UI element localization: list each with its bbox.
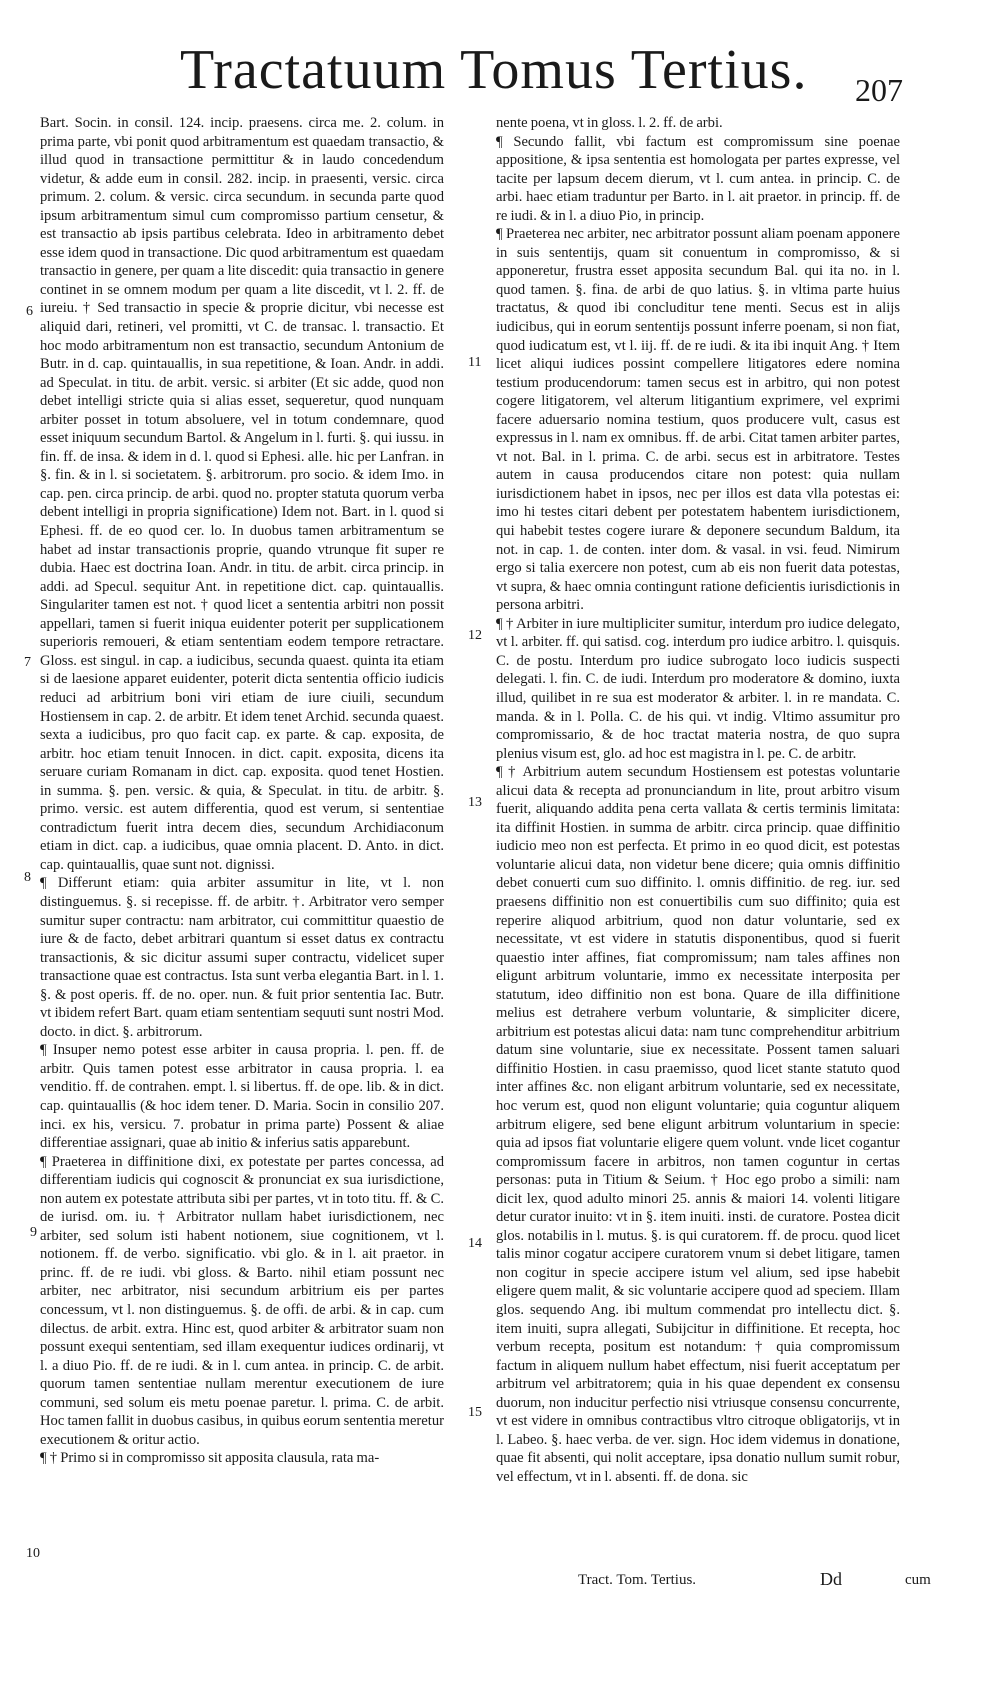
margin-number: 12 [468,628,482,643]
paragraph: ¶ † Primo si in compromisso sit apposita clausula, rata ma- [40,1450,380,1467]
margin-number: 8 [24,870,31,885]
paragraph: Bart. Socin. in consil. 124. incip. praesens. circa me. 2. colum. in prima parte, vbi ponit quod arbitramentum est quaedam transactio, & illud quod in transactione permittitur & in laudo concedendum videtur, & adde eum in consil. 282. incip. in praesenti, versic. circa primum. 2. colum. & versic. circa secundum. in secunda parte quod ipsum arbitramentum simul cum compromisso partium censetur, & est transactio ab ipsis partibus celebrata. Ideo in arbitramento debet esse idem quod in transactione. Dic quod arbitramentum est quaedam transactio in genere, per quam a lite discedit: quia transactio in genere continet in se omnem modum per quam a lite discedit, vt l. 2. ff. de iureiu. † Sed transactio in specie & proprie dicitur, vbi necesse est aliquid dari, retineri, vel promitti, vt C. de transac. l. transactio. Et hoc modo arbitramentum non est transactio, secundum Antonium de Butr. in d. cap. quintauallis, in sua repetitione, & Ioan. Andr. in addi. ad Speculat. in titu. de arbit. versic. si arbiter (Et sic adde, quod non debet intelligi stricte quia si alias esset, sequeretur, quod nunquam arbiter posset in totum absoluere, vel in totum condemnare, quod esset iniquum secundum Bartol. & Angelum in l. furti. §. qui iussu. in fin. ff. de insa. & idem in d. l. quod si Ephesi. alle. hic per Lanfran. in §. fin. & in l. si societatem. §. arbitrorum. pro socio. & idem Imo. in cap. pen. circa princip. de arbi. quod no. propter statuta quorum verba debent intelligi in propria significatione) Idem not. Bart. in l. quod si Ephesi. ff. de eo quod cer. lo. In duobus tamen arbitramentum se habet ad instar transactionis proprie, quando vtrunque fit super re dubia. Haec est doctrina Ioan. Andr. in titu. de arbit. circa princip. in addi. ad Specul. sequitur Ant. in repetitione dict. cap. quintauallis. Singulariter tamen est not. † quod licet a sententia arbitri non possit appellari, tamen si fuerit iniqua euidenter poterit per supplicationem superioris remoueri, & etiam sententiam eodem tempore retractare. Gloss. est singul. in cap. a iudicibus, secunda quaest. quinta ita etiam si de laesione apparet euidenter, poterit dicta sententia officio iudicis reduci ad arbitrium boni viri etiam de iure ciuili, secundum Hostiensem in cap. 2. de arbitr. Et idem tenet Archid. secunda quaest. sexta a iudicibus, pro quo facit cap. ex parte. & cap. exposita, de arbitr. hoc etiam tenuit Innocen. in dict. capit. exposita, dicens ita seruare curiam Romanam in dict. cap. exposita. quod tenet Hostien. in summa. §. pen. versic. & quia, & Speculat. in titu. de arbitr. §. primo. versic. est autem differentia, quod est verum, si sententiae contradictum fuerit intra decem dies, secundum Archidiaconum etiam in dict. cap. a iudicibus, quae omnia placent. D. Anto. in dict. cap. quintauallis, quae sunt not. dignissi. [40,115,444,873]
right-text-column [496,114,900,1524]
margin-number: 11 [468,355,482,370]
margin-number: 15 [468,1405,482,1420]
margin-number: 13 [468,795,482,810]
paragraph: ¶ Insuper nemo potest esse arbiter in causa propria. l. pen. ff. de arbitr. Quis tamen potest esse arbitrator in causa propria. l. ea venditio. ff. de contrahen. empt. l. si libertus. ff. de ope. lib. & in dict. cap. quintauallis (& hoc idem tener. D. Maria. Socin in consilio 207. inci. ex his, versicu. 7. probatur in prima parte) Possent & aliae differentiae assignari, quae ab initio & inferius satis apparebunt. [40,1042,444,1152]
left-text-column [40,114,444,1524]
paragraph: ¶ Praeterea in diffinitione dixi, ex potestate per partes concessa, ad differentiam iudicis qui cognoscit & pronunciat ex sua iurisdictione, non autem ex potestate attributa sibi per partes, vt in toto titu. ff. & C. de iurisd. om. iu. † Arbitrator nullam habet iurisdictionem, nec arbiter, sed solum isti habent notionem, siue cognitionem, vt l. notionem. ff. de verbo. significatio. vbi glo. & in l. ait praetor. in princ. ff. de re iudi. vbi gloss. & Barto. nihil etiam possunt nec arbiter, nec arbitrator, nisi secundum arbitrium eis per partes concessum, vt l. non distinguemus. §. de offi. de arbi. & in cap. cum dilectus. de arbit. extra. Hinc est, quod arbiter & arbitrator suam non possunt exequi sententiam, sed illam exequentur iudices ordinarij, vt l. a diuo Pio. ff. de re iudi. & in l. cum antea. in princip. C. de arbit. quorum tamen sententiae nullam merentur executionem de iure communi, sed solum eis metu poenae paretur. l. prima. C. de arbit. Hoc tamen fallit in duobus casibus, in quibus eorum sententia meretur executionem & oritur actio. [40,1153,444,1448]
catchword: cum [905,1572,931,1588]
margin-number: 9 [30,1225,37,1240]
paragraph: ¶ † Arbitrium autem secundum Hostiensem est potestas voluntarie alicui data & recepta ad pronunciandum in lite, prout arbitro visum fuerit, aliquando addita pena certa vallata & certis terminis limitata: ita diffinit Hostien. in summa de arbitr. circa princip. quae diffinitio iudicio meo non est perfecta. Et primo in eo quod dicit, est potestas voluntarie alicui data, non videtur bene dicere; quia omnis diffinitio debet conuerti cum suo diffinito. l. omnis diffinitio. de reg. iur. sed praesens diffinitio non est conuertibilis cum suo diffinito; quia est reperire aliquod arbitrium, quod non datur voluntarie, sed ex necessitate, vt est videre in statutis disponentibus, quod si fuerit quaestio inter affines, fiat compromissum; nam tales affines non eligunt arbitrum voluntarie, immo ex necessitate interposita per statutum, ideo diffinitio non est bona. Quare de illa diffinitione melius est detrahere verbum voluntarie, & simpliciter dicere, arbitrium est potestas alicui data: nam tunc comprehenditur arbitrium datum sine voluntarie, siue ex necessitate. Possent tamen saluari diffinitio Hostien. in casu praemisso, quod licet stante statuto quod inter affines &c. non eligant arbitrum voluntarie, sed ex necessitate, hoc verum est, quod non eligunt voluntarie; quia coguntur aliquem arbitrum eligere, sed bene eligunt arbitrum voluntarium in specie: quia ad ipsos fiat voluntarie eligere quem volunt. vnde licet cogantur compromissum facere in arbitros, non tamen coguntur in certas personas: puta in Titium & Seium. † Hoc ego probo a simili: nam dicit lex, quod adulto minori 25. annis & maiori 14. volenti litigare detur curator inuito: vt in §. item inuiti. insti. de curatore. Postea dicit glos. notabilis in l. mutus. §. is qui curatorem. ff. de procu. quod licet talis minor cogatur accipere curatorem vnum si debet litigare, tamen non cogitur in specie accipere istum vel alium, sed ipse habebit eligere quem malit, & sic voluntarie accipere quod ad speciem. Illam glos. sequendo Ang. ibi multum commendat pro intellectu dict. §. item inuiti, supra allegati, Subijcitur in diffinitione. Et recepta, hoc verbum recepta, positum est notandum: † quia compromissum factum in aliquem nullum habet effectum, nisi fuerit acceptatum per arbitrum vel arbitratorem; quia in his quae dependent ex consensu duorum, non inducitur perfectio nisi vtriusque consensu concurrente, vt est videre in omnibus contractibus vltro citroque obligatorijs, vt in l. Labeo. §. haec verba. de ver. sign. Hoc idem videmus in donatione, quae fit absenti, qui nolit acceptare, ipsa donatio nullum sumit robur, vel effectum, vt in l. absenti. ff. de dona. sic [496,764,900,1485]
signature-line: Tract. Tom. Tertius. [578,1572,697,1588]
margin-number: 10 [26,1546,40,1561]
gathering-mark: Dd [820,1569,842,1589]
margin-number: 14 [468,1236,482,1251]
margin-number: 7 [24,655,31,670]
paragraph: ¶ Differunt etiam: quia arbiter assumitur in lite, vt l. non distinguemus. §. si recepisse. ff. de arbitr. †. Arbitrator vero semper sumitur super contractu: nam arbitrator, cui committitur quaestio de iure & de facto, debet arbitrari quantum si esset datus ex contractu transactionis, & sic dicitur assumi super contractu, videlicet super transactione quae est contractus. Ista sunt verba elegantia Bart. in l. 1. §. & post operis. ff. de no. oper. nun. & fuit prior sententia Iac. Butr. vt ibidem refert Bart. quam etiam sententiam sequuti sunt nostri Mod. docto. in dict. §. arbitrorum. [40,875,444,1040]
paragraph: nente poena, vt in gloss. l. 2. ff. de arbi. [496,115,723,131]
page-number: 207 [855,72,903,108]
paragraph: ¶ † Arbiter in iure multipliciter sumitur, interdum pro iudice delegato, vt l. arbiter. ff. qui satisd. cog. interdum pro iudice arbitro. l. quisquis. C. de postu. Interdum pro iudice subrogato loco iudicis suspecti delegati. l. fin. C. de iudi. Interdum pro moderatore & domino, iuxta illud, quilibet in re sua est moderator & arbiter. l. in re mandata. C. manda. & in l. Polla. C. de his qui. vt indig. Vltimo assumitur pro compromissario, & de hoc tractat materia nostra, de quo supra plenius visum est, glo. ad hoc est magistra in l. pe. C. de arbitr. [496,615,900,762]
paragraph: ¶ Secundo fallit, vbi factum est compromissum sine poenae appositione, & ipsa sententia est homologata per partes expresse, vel tacite per lapsum decem dierum, vt l. cum antea. in princip. C. de arbi. haec etiam traduntur per Barto. in l. ait praetor. in princip. ff. de re iudi. & in l. a diuo Pio, in princip. [496,133,900,224]
paragraph: ¶ Praeterea nec arbiter, nec arbitrator possunt aliam poenam apponere in suis sententijs, quam sit conuentum in compromisso, & si apponeretur, frustra esset apposita secundum Bal. qui ita no. in l. quod tamen. §. fina. de arbi de quo latius. §. in vltima parte huius tractatus, & quod ibi concluditur tene menti. Secus est in alijs iudicibus, qui in eorum sententijs possunt inferre poenam, si non fiat, quod iudicatum est, vt l. iij. ff. de re iudi. & ita ibi inquit Ang. † Item licet aliqui iudices possint compellere litigatores edere nomina testium producendorum: tamen secus est in arbitro, qui non potest cogere litigatorem, vel alterum litigantium exprimere, vel exprimi facere aduersario nomina testium, quos producere vult, casus est expressus in l. nam ex omnibus. ff. de arbi. Citat tamen arbiter partes, vt not. Bal. in l. prima. C. de arbi. secus est in arbitratore. Testes autem in causa producendos citare non potest: quia nullam iurisdictionem habet in ipsos, nec per illos est data vlla potestas ei: imo hi testes citari debent per potestatem habentem iurisdictionem, qui habebit testes cogere iurare & deponere secundum Baldum, ita not. in cap. 1. de conten. inter dom. & vasal. in vsi. feud. Nimirum ergo si talia exercere non potest, cum ab eis non fuerit data potestas, vt supra, & haec omnia contingunt ratione deficientis iurisdictionis in persona arbitri. [496,226,900,614]
running-title: Tractatuum Tomus Tertius. [180,39,808,101]
margin-number: 6 [26,304,33,319]
